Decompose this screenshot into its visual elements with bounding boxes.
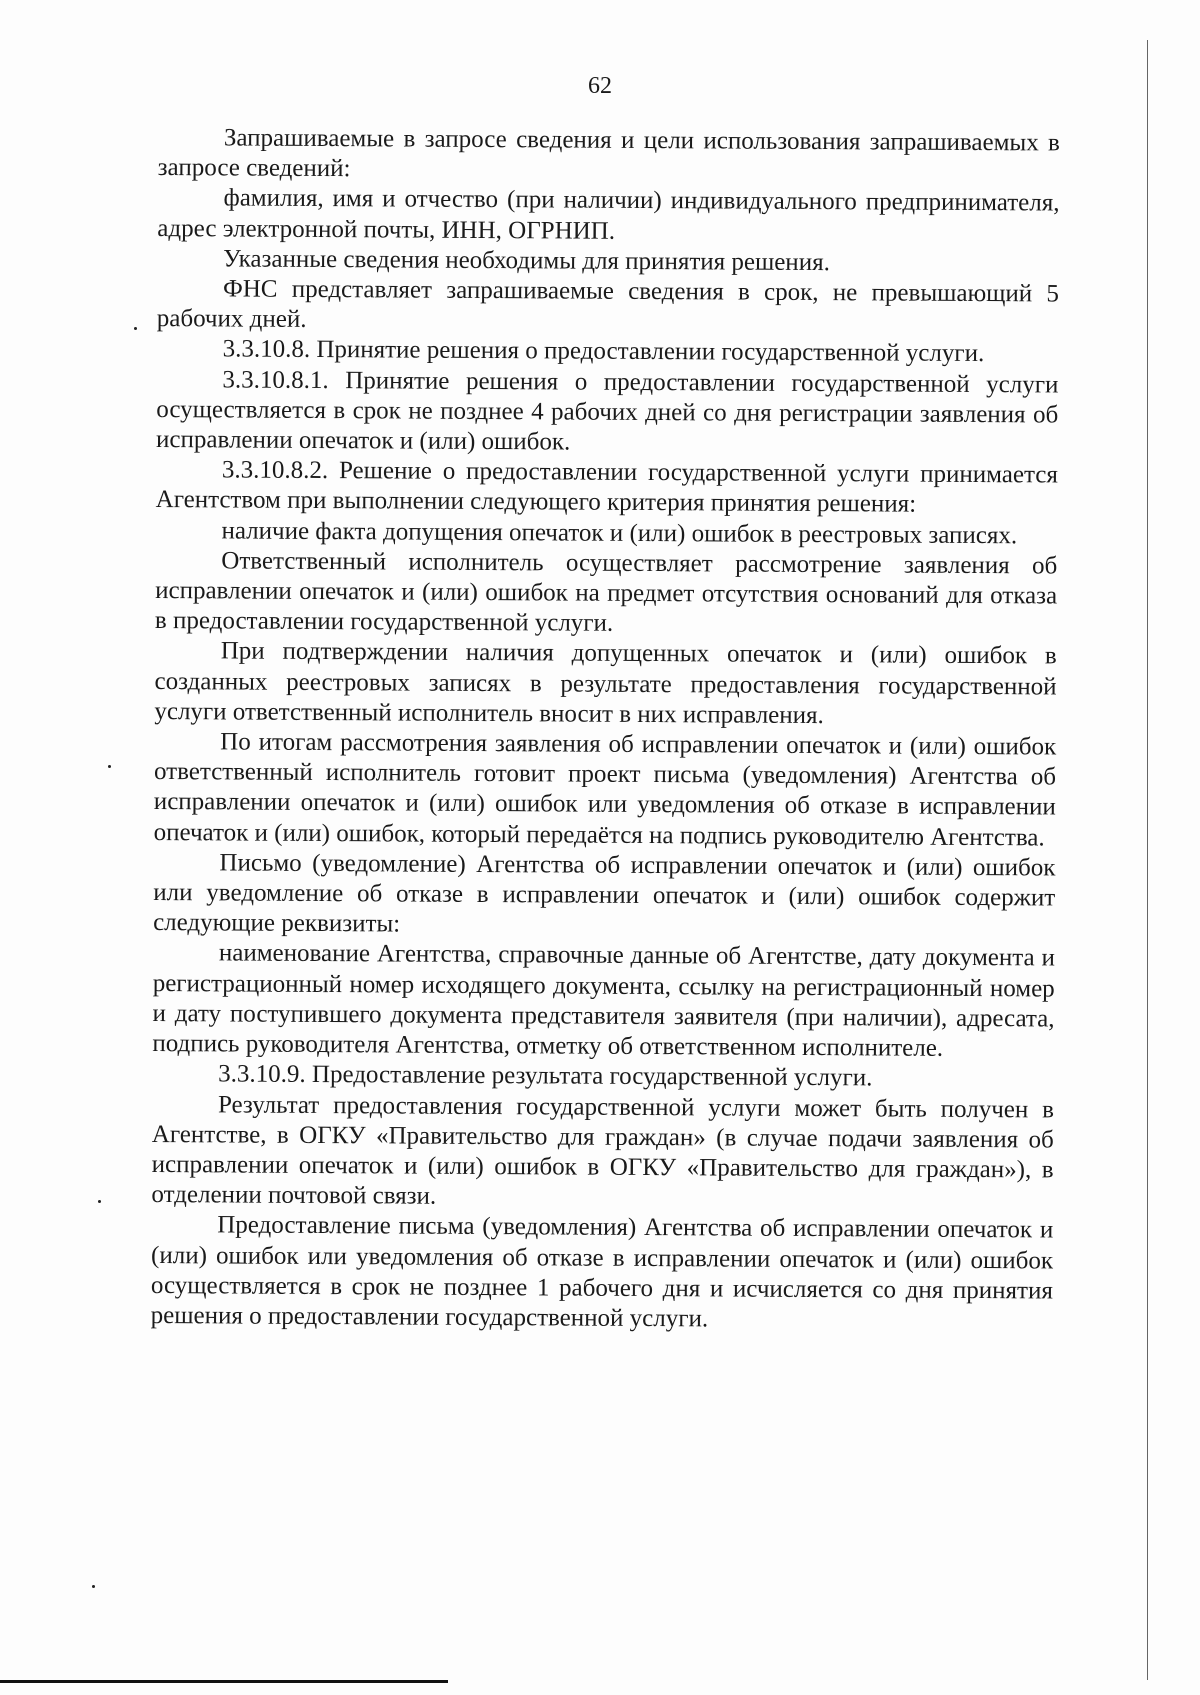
scan-edge-line xyxy=(1147,40,1148,1680)
paragraph-entrepreneur-details: фамилия, имя и отчество (при наличии) индивидуального предпринимателя, адрес электронной почты, ИНН, ОГРНИП. xyxy=(157,184,1060,245)
paragraph-decision-criterion: наличие факта допущения опечаток и (или) ошибок в реестровых записях. xyxy=(221,517,1018,549)
scan-speck xyxy=(98,1200,101,1203)
paragraph-3-3-10-8-1: 3.3.10.8.1. Принятие решения о предоставлении государственной услуги осуществляется в срок не позднее 4 рабочих дней со дня регистрации заявления об исправлении опечаток и (или) ошибок. xyxy=(155,366,1059,456)
paragraph-letter-requisites: наименование Агентства, справочные данные об Агентстве, дату документа и регистрационный номер исходящего документа, ссылку на регистрационный номер и дату поступившего документа представителя заявителя (при наличии), адресата, подпись руководителя Агентства, отметку об ответственном исполнителе. xyxy=(152,939,1055,1062)
paragraph-review-application: Ответственный исполнитель осуществляет рассмотрение заявления об исправлении опечаток и (или) ошибок на предмет отсутствия оснований для отказа в предоставлении государственной услуги. xyxy=(154,547,1058,638)
paragraph-requested-info: Запрашиваемые в запросе сведения и цели использования запрашиваемых в запросе сведений: xyxy=(157,124,1060,183)
paragraph-letter-contents: Письмо (уведомление) Агентства об исправлении опечаток и (или) ошибок или уведомление об отказе в исправлении опечаток и (или) ошибок содержит следующие реквизиты: xyxy=(153,849,1056,938)
bottom-rule xyxy=(0,1680,448,1683)
paragraph-corrections: При подтверждении наличия допущенных опечаток и (или) ошибок в созданных реестровых записях в результате предоставления государственной услуги ответственный исполнитель вносит в них исправления. xyxy=(154,637,1057,729)
scan-speck xyxy=(108,765,111,768)
section-heading-3-3-10-9: 3.3.10.9. Предоставление результата государственной услуги. xyxy=(218,1060,873,1092)
paragraph-draft-letter: По итогам рассмотрения заявления об исправлении опечаток и (или) ошибок ответственный исполнитель готовит проект письма (уведомления) Агентства об исправлении опечаток и (или) ошибок или уведомления об отказе в исправлении опечаток и (или) ошибок, который передаётся на подпись руководителю Агентства. xyxy=(153,728,1057,852)
paragraph-fns-deadline: ФНС представляет запрашиваемые сведения в срок, не превышающий 5 рабочих дней. xyxy=(156,275,1060,334)
section-heading-3-3-10-8: 3.3.10.8. Принятие решения о предоставлении государственной услуги. xyxy=(222,335,985,368)
paragraph-info-purpose: Указанные сведения необходимы для принятия решения. xyxy=(223,245,830,276)
scan-speck xyxy=(134,327,137,330)
paragraph-letter-deadline: Предоставление письма (уведомления) Агентства об исправлении опечаток и (или) ошибок или уведомления об отказе в исправлении опечаток и (или) ошибок осуществляется в срок не позднее 1 рабочего дня и исчисляется со дня принятия решения о предоставлении государственной услуги. xyxy=(150,1211,1054,1333)
scan-speck xyxy=(92,1585,95,1588)
page-number: 62 xyxy=(588,73,612,99)
paragraph-3-3-10-8-2: 3.3.10.8.2. Решение о предоставлении государственной услуги принимается Агентством при выполнении следующего критерия принятия решения: xyxy=(155,456,1058,519)
document-body xyxy=(151,123,1060,1337)
paragraph-result-delivery: Результат предоставления государственной услуги может быть получен в Агентстве, в ОГКУ «Правительство для граждан» (в случае подачи заявления об исправлении опечаток и (или) ошибок в ОГКУ «Правительство для граждан»), в отделении почтовой связи. xyxy=(151,1090,1055,1210)
